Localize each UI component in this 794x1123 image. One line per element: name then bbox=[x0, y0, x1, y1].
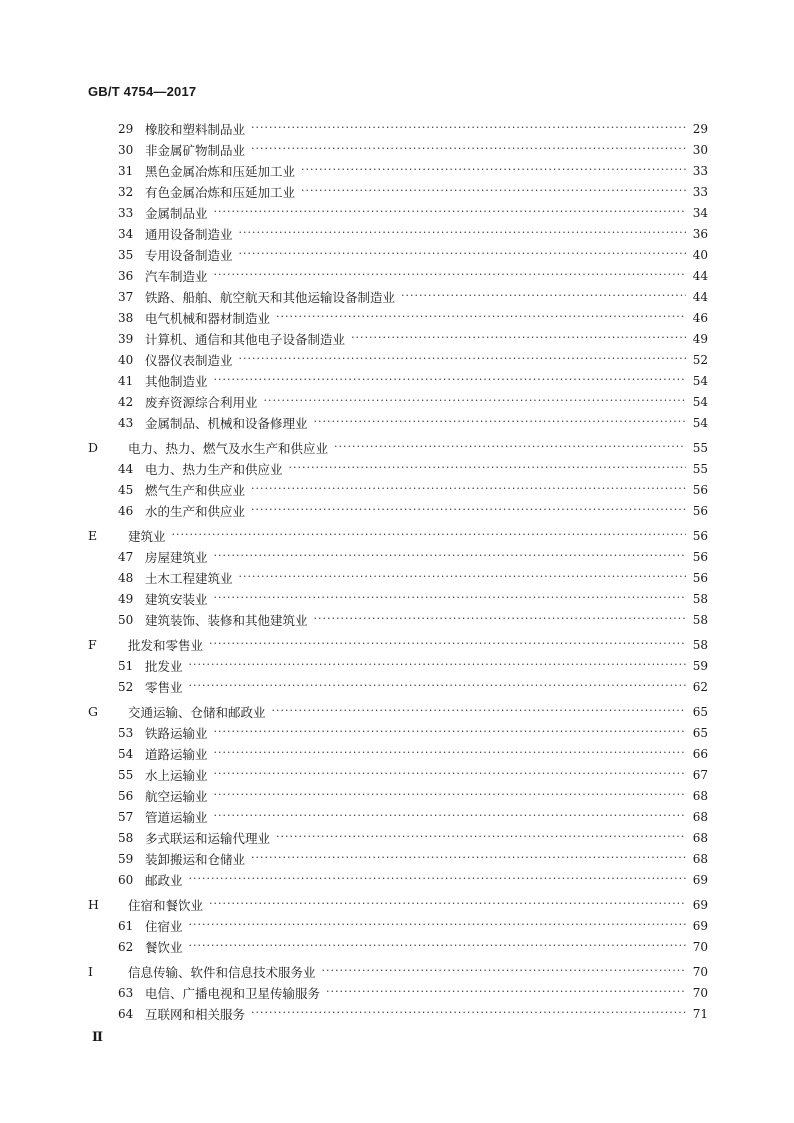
dot-leader bbox=[189, 872, 686, 885]
toc-entry-row bbox=[0, 785, 794, 806]
toc-page-number: 65 bbox=[692, 704, 708, 719]
toc-entry-title: 通用设备制造业 bbox=[145, 226, 233, 242]
dot-leader bbox=[301, 163, 686, 176]
toc-entry-row bbox=[0, 391, 794, 412]
toc-entry-row bbox=[0, 479, 794, 500]
dot-leader bbox=[214, 746, 686, 759]
toc-entry-row bbox=[0, 370, 794, 391]
toc-entry-title: 金属制品、机械和设备修理业 bbox=[145, 415, 308, 431]
dot-leader bbox=[251, 482, 686, 495]
toc-entry-line bbox=[145, 678, 708, 696]
toc-page-number: 67 bbox=[692, 767, 708, 782]
toc-page-number: 44 bbox=[692, 268, 708, 283]
dot-leader bbox=[214, 788, 686, 801]
dot-leader bbox=[239, 247, 686, 260]
toc-entry-number: 32 bbox=[118, 184, 134, 199]
toc-entry-line bbox=[145, 569, 708, 587]
dot-leader bbox=[351, 331, 686, 344]
dot-leader bbox=[272, 704, 686, 717]
toc-entry-line bbox=[145, 120, 708, 138]
toc-entry-line bbox=[145, 481, 708, 499]
toc-category-row bbox=[0, 894, 794, 915]
toc-entry-number: 41 bbox=[118, 373, 134, 388]
toc-page-number: 55 bbox=[692, 461, 708, 476]
toc-page-number: 68 bbox=[692, 809, 708, 824]
toc-entry-title: 建筑装饰、装修和其他建筑业 bbox=[145, 612, 308, 628]
dot-leader bbox=[239, 570, 686, 583]
toc-page-number: 55 bbox=[692, 440, 708, 455]
dot-leader bbox=[251, 142, 686, 155]
toc-entry-number: 42 bbox=[118, 394, 134, 409]
toc-entry-title: 批发和零售业 bbox=[128, 637, 204, 653]
toc-entry-line bbox=[145, 611, 708, 629]
toc-entry-line bbox=[145, 724, 708, 742]
toc-entry-line bbox=[128, 636, 708, 654]
toc-entry-title: 橡胶和塑料制品业 bbox=[145, 121, 246, 137]
toc-entry-title: 建筑业 bbox=[128, 528, 166, 544]
toc-entry-row bbox=[0, 827, 794, 848]
toc-entry-number: 38 bbox=[118, 310, 134, 325]
toc-entry-number: 56 bbox=[118, 788, 134, 803]
toc-entry-line bbox=[128, 703, 708, 721]
toc-entry-title: 土木工程建筑业 bbox=[145, 570, 233, 586]
dot-leader bbox=[251, 503, 686, 516]
toc-entry-number: 60 bbox=[118, 872, 134, 887]
toc-entry-row bbox=[0, 567, 794, 588]
toc-entry-row bbox=[0, 869, 794, 890]
toc-category-letter: G bbox=[88, 704, 98, 719]
toc-entry-number: 46 bbox=[118, 503, 134, 518]
toc-entry-title: 有色金属冶炼和压延加工业 bbox=[145, 184, 296, 200]
toc-entry-title: 住宿业 bbox=[145, 918, 183, 934]
toc-entry-line bbox=[145, 225, 708, 243]
toc-page-number: 68 bbox=[692, 788, 708, 803]
dot-leader bbox=[301, 184, 686, 197]
toc-entry-row bbox=[0, 848, 794, 869]
toc-page-number: 58 bbox=[692, 637, 708, 652]
toc-entry-line bbox=[145, 502, 708, 520]
toc-entry-line bbox=[145, 183, 708, 201]
toc-entry-title: 房屋建筑业 bbox=[145, 549, 208, 565]
toc-page-number: 69 bbox=[692, 918, 708, 933]
toc-entry-number: 39 bbox=[118, 331, 134, 346]
dot-leader bbox=[214, 373, 686, 386]
toc-category-row bbox=[0, 634, 794, 655]
toc-page-number: 54 bbox=[692, 394, 708, 409]
dot-leader bbox=[189, 918, 686, 931]
toc-page-number: 62 bbox=[692, 679, 708, 694]
toc-page-number: 33 bbox=[692, 163, 708, 178]
toc-entry-title: 燃气生产和供应业 bbox=[145, 482, 246, 498]
toc-page-number: 56 bbox=[692, 528, 708, 543]
toc-entry-row bbox=[0, 546, 794, 567]
dot-leader bbox=[209, 897, 686, 910]
dot-leader bbox=[239, 352, 686, 365]
toc-page-number: 68 bbox=[692, 851, 708, 866]
toc-entry-line bbox=[128, 963, 708, 981]
toc-entry-row bbox=[0, 806, 794, 827]
dot-leader bbox=[189, 679, 686, 692]
toc-page-number: 59 bbox=[692, 658, 708, 673]
toc-entry-title: 其他制造业 bbox=[145, 373, 208, 389]
toc-page-number: 46 bbox=[692, 310, 708, 325]
toc-entry-row bbox=[0, 265, 794, 286]
toc-page-number: 54 bbox=[692, 373, 708, 388]
toc-entry-line bbox=[145, 204, 708, 222]
toc-entry-title: 管道运输业 bbox=[145, 809, 208, 825]
dot-leader bbox=[214, 268, 686, 281]
toc-page-number: 30 bbox=[692, 142, 708, 157]
toc-page-number: 49 bbox=[692, 331, 708, 346]
toc-entry-line bbox=[145, 288, 708, 306]
toc-entry-number: 61 bbox=[118, 918, 134, 933]
toc-entry-title: 铁路、船舶、航空航天和其他运输设备制造业 bbox=[145, 289, 396, 305]
toc-page-number: 34 bbox=[692, 205, 708, 220]
toc-entry-row bbox=[0, 982, 794, 1003]
toc-entry-title: 铁路运输业 bbox=[145, 725, 208, 741]
toc-entry-title: 汽车制造业 bbox=[145, 268, 208, 284]
toc-entry-row bbox=[0, 412, 794, 433]
toc-entry-number: 57 bbox=[118, 809, 134, 824]
dot-leader bbox=[251, 1006, 686, 1019]
toc-entry-row bbox=[0, 1003, 794, 1024]
dot-leader bbox=[264, 394, 686, 407]
toc-entry-line bbox=[145, 984, 708, 1002]
toc-entry-line bbox=[145, 414, 708, 432]
toc-entry-title: 道路运输业 bbox=[145, 746, 208, 762]
toc-entry-row bbox=[0, 223, 794, 244]
toc-entry-number: 64 bbox=[118, 1006, 134, 1021]
toc-entry-number: 47 bbox=[118, 549, 134, 564]
toc-entry-title: 水上运输业 bbox=[145, 767, 208, 783]
toc-page-number: 56 bbox=[692, 549, 708, 564]
toc-entry-title: 非金属矿物制品业 bbox=[145, 142, 246, 158]
toc-page-number: 58 bbox=[692, 612, 708, 627]
toc-entry-title: 电力、热力、燃气及水生产和供应业 bbox=[128, 440, 329, 456]
toc-entry-row bbox=[0, 349, 794, 370]
dot-leader bbox=[401, 289, 686, 302]
toc-entry-row bbox=[0, 936, 794, 957]
toc-entry-title: 专用设备制造业 bbox=[145, 247, 233, 263]
toc-entry-number: 55 bbox=[118, 767, 134, 782]
table-of-contents bbox=[0, 118, 794, 1024]
toc-page-number: 66 bbox=[692, 746, 708, 761]
toc-page-number: 54 bbox=[692, 415, 708, 430]
toc-entry-number: 43 bbox=[118, 415, 134, 430]
toc-entry-number: 34 bbox=[118, 226, 134, 241]
toc-page-number: 52 bbox=[692, 352, 708, 367]
document-code: GB/T 4754—2017 bbox=[88, 84, 197, 99]
dot-leader bbox=[214, 205, 686, 218]
toc-entry-title: 电信、广播电视和卫星传输服务 bbox=[145, 985, 321, 1001]
dot-leader bbox=[172, 528, 686, 541]
dot-leader bbox=[251, 851, 686, 864]
toc-entry-row bbox=[0, 181, 794, 202]
toc-page-number: 56 bbox=[692, 570, 708, 585]
toc-entry-line bbox=[145, 657, 708, 675]
toc-entry-line bbox=[128, 527, 708, 545]
dot-leader bbox=[276, 830, 686, 843]
toc-page-number: 70 bbox=[692, 985, 708, 1000]
dot-leader bbox=[334, 440, 686, 453]
toc-page-number: 71 bbox=[692, 1006, 708, 1021]
toc-page-number: 68 bbox=[692, 830, 708, 845]
toc-entry-row bbox=[0, 764, 794, 785]
toc-entry-title: 装卸搬运和仓储业 bbox=[145, 851, 246, 867]
toc-entry-number: 50 bbox=[118, 612, 134, 627]
toc-entry-title: 水的生产和供应业 bbox=[145, 503, 246, 519]
toc-entry-line bbox=[145, 745, 708, 763]
toc-entry-number: 58 bbox=[118, 830, 134, 845]
toc-entry-row bbox=[0, 458, 794, 479]
toc-category-row bbox=[0, 437, 794, 458]
toc-entry-line bbox=[145, 393, 708, 411]
toc-category-letter: F bbox=[88, 637, 97, 652]
toc-entry-number: 59 bbox=[118, 851, 134, 866]
dot-leader bbox=[314, 612, 686, 625]
toc-entry-number: 31 bbox=[118, 163, 134, 178]
toc-entry-line bbox=[145, 246, 708, 264]
dot-leader bbox=[214, 809, 686, 822]
toc-entry-title: 电气机械和器材制造业 bbox=[145, 310, 271, 326]
toc-category-letter: E bbox=[88, 528, 98, 543]
toc-entry-line bbox=[145, 1005, 708, 1023]
toc-entry-row bbox=[0, 500, 794, 521]
toc-entry-line bbox=[145, 590, 708, 608]
toc-entry-line bbox=[145, 787, 708, 805]
dot-leader bbox=[251, 121, 686, 134]
toc-page-number: 44 bbox=[692, 289, 708, 304]
toc-page-number: 69 bbox=[692, 872, 708, 887]
toc-entry-row bbox=[0, 655, 794, 676]
toc-entry-number: 48 bbox=[118, 570, 134, 585]
toc-category-letter: I bbox=[88, 964, 93, 979]
toc-entry-line bbox=[145, 548, 708, 566]
toc-entry-row bbox=[0, 160, 794, 181]
toc-entry-row bbox=[0, 588, 794, 609]
toc-entry-number: 63 bbox=[118, 985, 134, 1000]
toc-entry-number: 40 bbox=[118, 352, 134, 367]
toc-entry-number: 54 bbox=[118, 746, 134, 761]
toc-entry-row bbox=[0, 743, 794, 764]
dot-leader bbox=[289, 461, 686, 474]
toc-entry-line bbox=[145, 162, 708, 180]
toc-category-row bbox=[0, 701, 794, 722]
toc-entry-title: 电力、热力生产和供应业 bbox=[145, 461, 283, 477]
toc-entry-row bbox=[0, 915, 794, 936]
dot-leader bbox=[239, 226, 686, 239]
toc-entry-line bbox=[145, 372, 708, 390]
toc-entry-title: 住宿和餐饮业 bbox=[128, 897, 204, 913]
dot-leader bbox=[214, 767, 686, 780]
toc-entry-title: 建筑安装业 bbox=[145, 591, 208, 607]
toc-entry-row bbox=[0, 139, 794, 160]
toc-entry-title: 仪器仪表制造业 bbox=[145, 352, 233, 368]
toc-entry-title: 互联网和相关服务 bbox=[145, 1006, 246, 1022]
dot-leader bbox=[322, 964, 686, 977]
toc-category-letter: H bbox=[88, 897, 99, 912]
dot-leader bbox=[214, 591, 686, 604]
page-number: Ⅱ bbox=[92, 1030, 103, 1045]
dot-leader bbox=[314, 415, 686, 428]
toc-entry-line bbox=[145, 917, 708, 935]
toc-entry-row bbox=[0, 244, 794, 265]
dot-leader bbox=[326, 985, 686, 998]
toc-entry-number: 33 bbox=[118, 205, 134, 220]
toc-entry-number: 53 bbox=[118, 725, 134, 740]
toc-entry-title: 零售业 bbox=[145, 679, 183, 695]
toc-page-number: 70 bbox=[692, 964, 708, 979]
toc-category-row bbox=[0, 961, 794, 982]
toc-entry-title: 黑色金属冶炼和压延加工业 bbox=[145, 163, 296, 179]
toc-entry-line bbox=[145, 351, 708, 369]
toc-entry-line bbox=[145, 267, 708, 285]
dot-leader bbox=[189, 939, 686, 952]
toc-entry-number: 29 bbox=[118, 121, 134, 136]
toc-entry-row bbox=[0, 676, 794, 697]
toc-entry-row bbox=[0, 328, 794, 349]
toc-entry-line bbox=[128, 439, 708, 457]
toc-entry-line bbox=[145, 141, 708, 159]
toc-entry-row bbox=[0, 609, 794, 630]
toc-entry-number: 36 bbox=[118, 268, 134, 283]
toc-entry-number: 52 bbox=[118, 679, 134, 694]
dot-leader bbox=[209, 637, 686, 650]
toc-entry-line bbox=[145, 938, 708, 956]
toc-page-number: 56 bbox=[692, 503, 708, 518]
toc-entry-title: 邮政业 bbox=[145, 872, 183, 888]
toc-entry-row bbox=[0, 307, 794, 328]
toc-page-number: 70 bbox=[692, 939, 708, 954]
toc-entry-line bbox=[145, 330, 708, 348]
toc-entry-line bbox=[145, 829, 708, 847]
toc-page-number: 33 bbox=[692, 184, 708, 199]
toc-page-number: 29 bbox=[692, 121, 708, 136]
toc-page-number: 40 bbox=[692, 247, 708, 262]
toc-entry-line bbox=[145, 808, 708, 826]
toc-entry-line bbox=[145, 766, 708, 784]
toc-entry-line bbox=[145, 871, 708, 889]
dot-leader bbox=[276, 310, 686, 323]
toc-entry-line bbox=[145, 460, 708, 478]
dot-leader bbox=[214, 725, 686, 738]
toc-page-number: 69 bbox=[692, 897, 708, 912]
toc-entry-row bbox=[0, 118, 794, 139]
toc-entry-number: 51 bbox=[118, 658, 134, 673]
toc-entry-line bbox=[145, 309, 708, 327]
toc-entry-title: 批发业 bbox=[145, 658, 183, 674]
toc-entry-number: 62 bbox=[118, 939, 134, 954]
dot-leader bbox=[214, 549, 686, 562]
dot-leader bbox=[189, 658, 686, 671]
toc-page-number: 56 bbox=[692, 482, 708, 497]
toc-entry-row bbox=[0, 286, 794, 307]
toc-entry-row bbox=[0, 722, 794, 743]
toc-entry-title: 废弃资源综合利用业 bbox=[145, 394, 258, 410]
toc-entry-title: 计算机、通信和其他电子设备制造业 bbox=[145, 331, 346, 347]
toc-entry-title: 多式联运和运输代理业 bbox=[145, 830, 271, 846]
toc-entry-number: 35 bbox=[118, 247, 134, 262]
toc-entry-line bbox=[128, 896, 708, 914]
toc-entry-number: 49 bbox=[118, 591, 134, 606]
toc-page-number: 65 bbox=[692, 725, 708, 740]
toc-entry-number: 45 bbox=[118, 482, 134, 497]
toc-entry-title: 餐饮业 bbox=[145, 939, 183, 955]
toc-page-number: 58 bbox=[692, 591, 708, 606]
toc-entry-title: 交通运输、仓储和邮政业 bbox=[128, 704, 266, 720]
toc-page-number: 36 bbox=[692, 226, 708, 241]
toc-entry-row bbox=[0, 202, 794, 223]
toc-entry-number: 30 bbox=[118, 142, 134, 157]
toc-entry-line bbox=[145, 850, 708, 868]
toc-entry-number: 37 bbox=[118, 289, 134, 304]
toc-category-letter: D bbox=[88, 440, 99, 455]
toc-category-row bbox=[0, 525, 794, 546]
toc-entry-title: 金属制品业 bbox=[145, 205, 208, 221]
toc-entry-title: 信息传输、软件和信息技术服务业 bbox=[128, 964, 316, 980]
toc-entry-number: 44 bbox=[118, 461, 134, 476]
toc-entry-title: 航空运输业 bbox=[145, 788, 208, 804]
